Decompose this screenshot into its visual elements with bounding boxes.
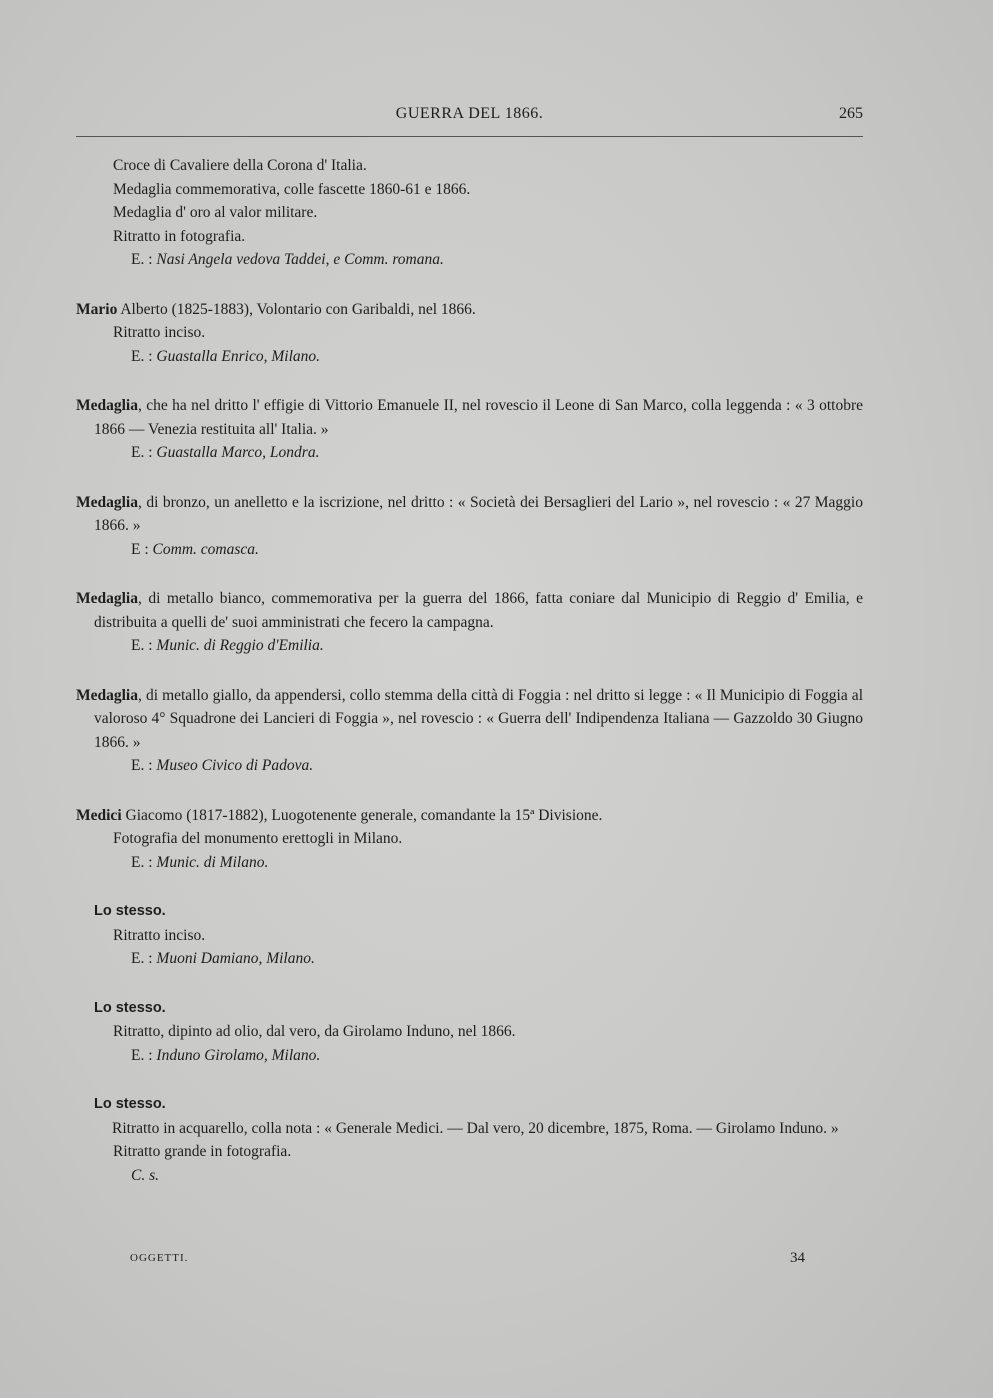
exhibitor-name: Comm. comasca.	[152, 540, 259, 558]
exhibitor-name: Muoni Damiano, Milano.	[156, 950, 315, 967]
catalogue-entries	[76, 154, 863, 1213]
exhibitor-name: Guastalla Marco, Londra.	[156, 444, 320, 461]
header-rule	[76, 136, 863, 137]
exhibitor-label: E. :	[131, 1046, 153, 1064]
entry-line: Ritratto, dipinto ad olio, dal vero, da Girolamo Induno, nel 1866.	[113, 1023, 516, 1040]
catalogue-entry	[76, 587, 863, 658]
sub-entry	[76, 900, 863, 971]
exhibitor-name: Nasi Angela vedova Taddei, e Comm. romana.	[156, 251, 444, 268]
catalogue-entry	[76, 394, 863, 465]
signature-mark: OGGETTI.	[130, 1252, 189, 1264]
sub-entry	[76, 1093, 863, 1187]
entry-heading	[76, 804, 863, 828]
entry-description: , di metallo bianco, commemorativa per la guerra del 1866, fatta coniare dal Municipio di Reggio d' Emilia, e distribuita a quelli de' suoi amministrati che fecero la campagna.	[94, 590, 863, 631]
closing-note: C. s.	[131, 1166, 159, 1184]
exhibitor-line	[76, 754, 863, 778]
exhibitor-label: E. :	[131, 251, 153, 268]
sub-entry	[76, 997, 863, 1068]
entry-heading	[76, 587, 863, 634]
exhibitor-name: Induno Girolamo, Milano.	[156, 1046, 321, 1064]
page-footer	[130, 1250, 805, 1270]
entry-description: Alberto (1825-1883), Volontario con Garibaldi, nel 1866.	[120, 300, 476, 318]
exhibitor-line	[76, 538, 863, 562]
exhibitor-name: Munic. di Milano.	[156, 853, 269, 871]
entry-headword: Medaglia	[76, 686, 138, 704]
exhibitor-line	[76, 1044, 863, 1068]
catalogue-entry	[76, 684, 863, 778]
entry-headword: Medici	[76, 806, 122, 824]
entry-heading	[76, 684, 863, 755]
catalogue-entry	[76, 154, 863, 272]
exhibitor-label: E. :	[131, 637, 153, 654]
entry-description: , che ha nel dritto l' effigie di Vittorio Emanuele II, nel rovescio il Leone di San Marco, colla leggenda : « 3 ottobre 1866 — Venezia restituita all' Italia. »	[94, 397, 863, 438]
exhibitor-name: Munic. di Reggio d'Emilia.	[156, 637, 324, 654]
entry-heading	[76, 491, 863, 538]
catalogue-entry	[76, 804, 863, 875]
running-title: GUERRA DEL 1866.	[395, 105, 544, 122]
entry-line: Croce di Cavaliere della Corona d' Italia.	[113, 157, 367, 174]
entry-description: , di metallo giallo, da appendersi, collo stemma della città di Foggia : nel dritto si legge : « Il Municipio di Foggia al valoroso 4° Squadrone dei Lancieri di Foggia », nel rovescio : « Guerra dell' Indipendenza Italiana — Gazzoldo 30 Giugno 1866. »	[94, 686, 863, 751]
exhibitor-line	[76, 634, 863, 658]
entry-paragraph: Ritratto in acquarello, colla nota : « Generale Medici. — Dal vero, 20 dicembre, 1875, Roma. — Girolamo Induno. »	[112, 1119, 839, 1137]
catalogue-entry	[76, 298, 863, 369]
entry-heading	[76, 298, 863, 322]
entry-headword: Mario	[76, 300, 118, 318]
signature-number: 34	[790, 1250, 805, 1266]
entry-heading	[76, 394, 863, 441]
page-number: 265	[839, 105, 863, 122]
exhibitor-line	[76, 851, 863, 875]
entry-line: Fotografia del monumento erettogli in Milano.	[113, 830, 403, 847]
entry-line: Ritratto inciso.	[113, 926, 206, 944]
exhibitor-name: Guastalla Enrico, Milano.	[156, 347, 321, 365]
entry-line: Medaglia commemorativa, colle fascette 1860-61 e 1866.	[113, 180, 471, 198]
exhibitor-line	[76, 441, 863, 465]
exhibitor-label: E. :	[131, 444, 153, 461]
entry-description: , di bronzo, un anelletto e la iscrizione, nel dritto : « Società dei Bersaglieri del Lario », nel rovescio : « 27 Maggio 1866. »	[94, 493, 863, 534]
sub-entry-label: Lo stesso.	[94, 999, 166, 1016]
entry-line: Ritratto grande in fotografia.	[113, 1143, 292, 1160]
running-header	[76, 105, 863, 131]
entry-headword: Medaglia	[76, 493, 138, 511]
entry-line: Ritratto in fotografia.	[113, 227, 246, 245]
exhibitor-line	[76, 345, 863, 369]
exhibitor-line	[76, 947, 863, 971]
catalogue-entry	[76, 491, 863, 562]
entry-headword: Medaglia	[76, 590, 138, 607]
entry-line: Ritratto inciso.	[113, 324, 206, 341]
exhibitor-label: E. :	[131, 853, 153, 871]
sub-entry-label: Lo stesso.	[94, 1096, 166, 1112]
exhibitor-label: E :	[131, 540, 149, 558]
exhibitor-name: Museo Civico di Padova.	[156, 757, 314, 774]
entry-line: Medaglia d' oro al valor militare.	[113, 204, 318, 221]
sub-entry-label: Lo stesso.	[94, 903, 166, 919]
exhibitor-label: E. :	[131, 757, 153, 774]
entry-description: Giacomo (1817-1882), Luogotenente generale, comandante la 15ª Divisione.	[125, 806, 603, 824]
exhibitor-label: E. :	[131, 347, 153, 365]
exhibitor-line	[76, 248, 863, 272]
exhibitor-label: E. :	[131, 950, 153, 967]
entry-headword: Medaglia	[76, 397, 138, 414]
